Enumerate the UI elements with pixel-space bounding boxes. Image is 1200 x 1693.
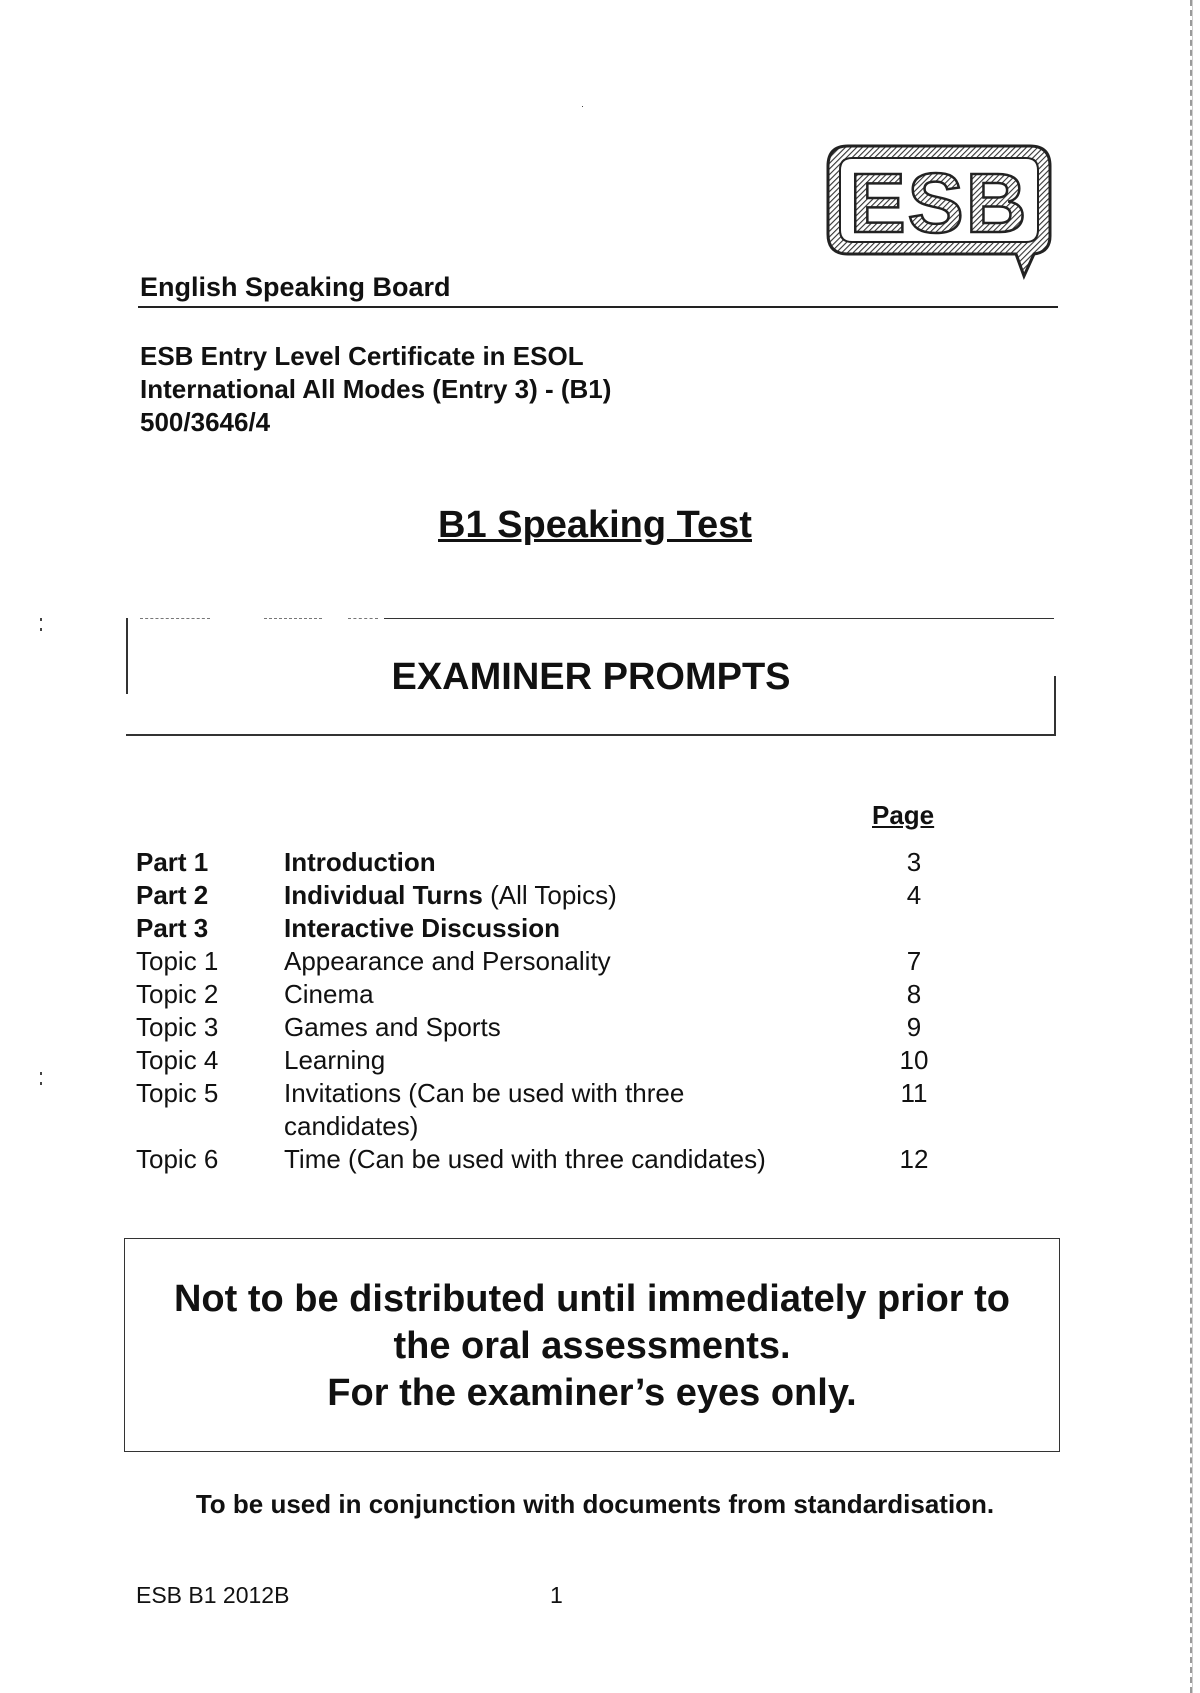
scan-edge-line xyxy=(1192,0,1193,1693)
certificate-title: ESB Entry Level Certificate in ESOL xyxy=(140,341,584,371)
toc-part-label: Topic 2 xyxy=(136,979,219,1009)
toc-row xyxy=(136,1044,966,1077)
logo-text: ESB xyxy=(849,156,1029,250)
toc-row xyxy=(136,945,966,978)
contents-page-header: Page xyxy=(872,800,935,830)
toc-title-text: Games and Sports xyxy=(284,1012,501,1042)
esb-logo xyxy=(818,140,1058,300)
toc-part-label: Part 1 xyxy=(136,847,209,877)
toc-title xyxy=(284,1077,884,1110)
toc-part-label: Topic 1 xyxy=(136,946,219,976)
toc-title-text: Interactive Discussion xyxy=(284,913,560,943)
board-name: English Speaking Board xyxy=(140,272,451,302)
toc-page-number xyxy=(884,912,944,945)
scan-speck xyxy=(40,628,42,631)
toc-row xyxy=(136,1011,966,1044)
scan-speck xyxy=(582,106,583,107)
section-title: EXAMINER PROMPTS xyxy=(391,656,791,698)
notice-text xyxy=(124,1276,1060,1417)
toc-page-number: 12 xyxy=(899,1144,929,1174)
toc-title xyxy=(284,945,884,978)
toc-page-number: 10 xyxy=(899,1045,929,1075)
scan-speck xyxy=(40,1072,42,1075)
table-of-contents xyxy=(136,846,966,1176)
toc-page-number: 11 xyxy=(900,1078,928,1108)
toc-title-note: (All Topics) xyxy=(482,880,617,910)
notice-line: the oral assessments. xyxy=(393,1325,791,1367)
header-rule xyxy=(138,306,1058,308)
toc-title-text: Learning xyxy=(284,1045,386,1075)
footer-page-number: 1 xyxy=(550,1582,563,1608)
toc-title-text: Introduction xyxy=(284,847,436,877)
conjunction-note: To be used in conjunction with documents from standardisation. xyxy=(195,1489,995,1519)
scan-speck xyxy=(40,1082,42,1085)
toc-title xyxy=(284,1011,884,1044)
toc-title xyxy=(284,879,884,912)
toc-page-number: 4 xyxy=(906,880,922,910)
certificate-info xyxy=(140,340,611,439)
toc-title-text: Appearance and Personality xyxy=(284,946,611,976)
toc-title xyxy=(284,1110,884,1143)
toc-title-text: candidates) xyxy=(284,1111,419,1141)
toc-part-label: Part 2 xyxy=(136,880,209,910)
toc-title-text: Invitations (Can be used with three xyxy=(284,1078,685,1108)
toc-title-text: Cinema xyxy=(284,979,374,1009)
toc-row xyxy=(136,846,966,879)
notice-line: Not to be distributed until immediately prior to xyxy=(173,1278,1011,1320)
toc-title xyxy=(284,1143,884,1176)
toc-page-number: 7 xyxy=(906,946,922,976)
footer-code: ESB B1 2012B xyxy=(136,1582,290,1608)
toc-title xyxy=(284,1044,884,1077)
toc-row xyxy=(136,978,966,1011)
toc-row xyxy=(136,1077,966,1110)
toc-part-label: Topic 4 xyxy=(136,1045,219,1075)
toc-row xyxy=(136,912,966,945)
toc-title xyxy=(284,978,884,1011)
page-title: B1 Speaking Test xyxy=(438,504,752,546)
toc-part-label: Topic 3 xyxy=(136,1012,219,1042)
toc-page-number: 8 xyxy=(906,979,922,1009)
toc-row xyxy=(136,1143,966,1176)
toc-page-number xyxy=(884,1110,944,1143)
toc-part-label: Part 3 xyxy=(136,913,209,943)
toc-page-number: 9 xyxy=(906,1012,922,1042)
toc-part-label xyxy=(136,1110,284,1143)
toc-title xyxy=(284,912,884,945)
certificate-mode: International All Modes (Entry 3) - (B1) xyxy=(140,374,612,404)
toc-page-number: 3 xyxy=(906,847,922,877)
scan-speck xyxy=(40,618,42,621)
toc-row xyxy=(136,879,966,912)
toc-row xyxy=(136,1110,966,1143)
toc-part-label: Topic 6 xyxy=(136,1144,219,1174)
toc-part-label: Topic 5 xyxy=(136,1078,219,1108)
toc-title-text: Time (Can be used with three candidates) xyxy=(284,1144,766,1174)
toc-title-text: Individual Turns xyxy=(284,880,483,910)
certificate-number: 500/3646/4 xyxy=(140,407,271,437)
notice-line: For the examiner’s eyes only. xyxy=(327,1372,857,1414)
toc-title xyxy=(284,846,884,879)
